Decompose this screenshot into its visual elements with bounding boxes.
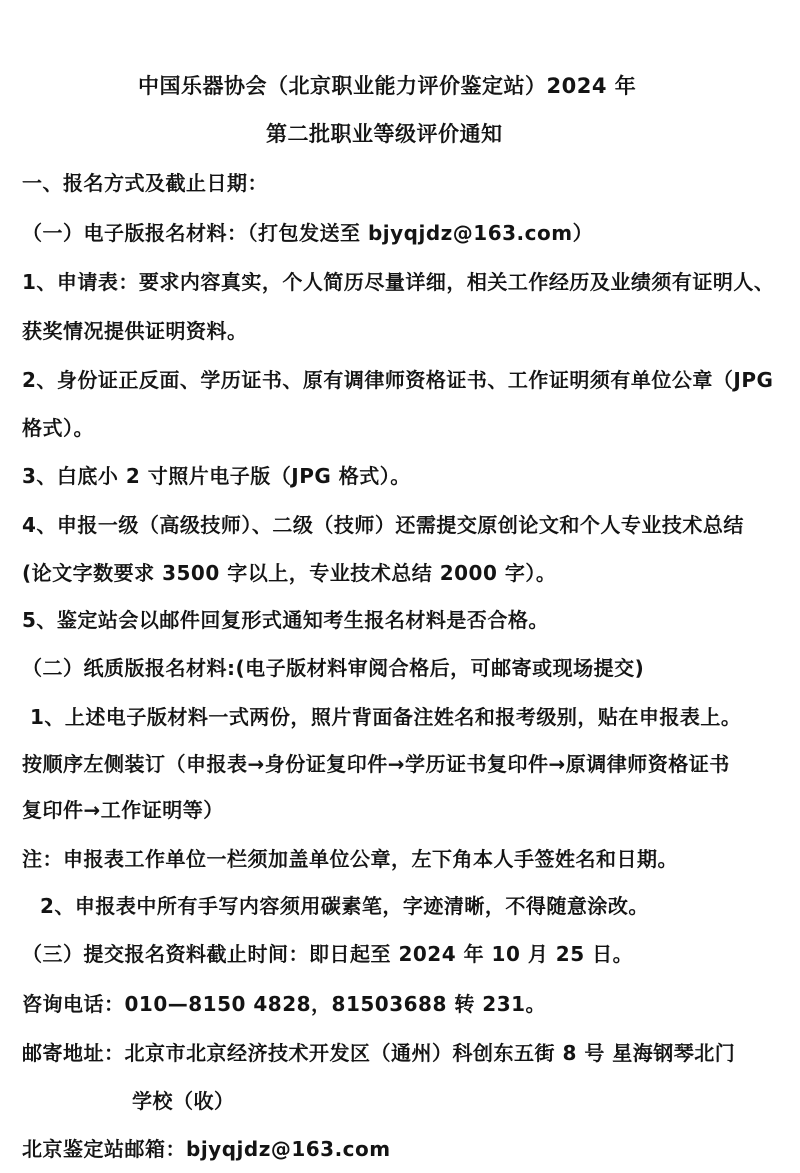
title-line-1: 中国乐器协会（北京职业能力评价鉴定站）2024 年 <box>138 74 637 98</box>
paper-item-1-line-3: 复印件→工作证明等） <box>22 798 224 822</box>
item-1-line-1: 1、申请表：要求内容真实，个人简历尽量详细，相关工作经历及业绩须有证明人、 <box>22 270 775 294</box>
item-3: 3、白底小 2 寸照片电子版（JPG 格式）。 <box>22 464 411 488</box>
paper-note: 注：申报表工作单位一栏须加盖单位公章，左下角本人手签姓名和日期。 <box>22 847 678 871</box>
paper-item-2: 2、申报表中所有手写内容须用碳素笔，字迹清晰，不得随意涂改。 <box>40 894 649 918</box>
contact-phone: 咨询电话：010—8150 4828，81503688 转 231。 <box>22 992 547 1016</box>
section-heading: 一、报名方式及截止日期： <box>22 171 268 195</box>
item-2-line-2: 格式）。 <box>22 416 94 440</box>
paper-heading: （二）纸质版报名材料:(电子版材料审阅合格后，可邮寄或现场提交) <box>22 656 645 680</box>
item-4-line-1: 4、申报一级（高级技师）、二级（技师）还需提交原创论文和个人专业技术总结 <box>22 513 744 537</box>
item-4-line-2: (论文字数要求 3500 字以上，专业技术总结 2000 字）。 <box>22 561 557 585</box>
contact-address-line-1: 邮寄地址：北京市北京经济技术开发区（通州）科创东五街 8 号 星海钢琴北门 <box>22 1041 736 1065</box>
electronic-heading: （一）电子版报名材料：（打包发送至 bjyqjdz@163.com） <box>22 221 594 245</box>
contact-email: 北京鉴定站邮箱：bjyqjdz@163.com <box>22 1137 391 1161</box>
item-5: 5、鉴定站会以邮件回复形式通知考生报名材料是否合格。 <box>22 608 549 632</box>
deadline: （三）提交报名资料截止时间：即日起至 2024 年 10 月 25 日。 <box>22 942 634 966</box>
paper-item-1-line-2: 按顺序左侧装订（申报表→身份证复印件→学历证书复印件→原调律师资格证书 <box>22 752 730 776</box>
item-2-line-1: 2、身份证正反面、学历证书、原有调律师资格证书、工作证明须有单位公章（JPG <box>22 368 774 392</box>
paper-item-1-line-1: 1、上述电子版材料一式两份，照片背面备注姓名和报考级别，贴在申报表上。 <box>30 705 742 729</box>
contact-address-line-2: 学校（收） <box>132 1089 235 1113</box>
item-1-line-2: 获奖情况提供证明资料。 <box>22 319 248 343</box>
title-line-2: 第二批职业等级评价通知 <box>266 122 503 146</box>
